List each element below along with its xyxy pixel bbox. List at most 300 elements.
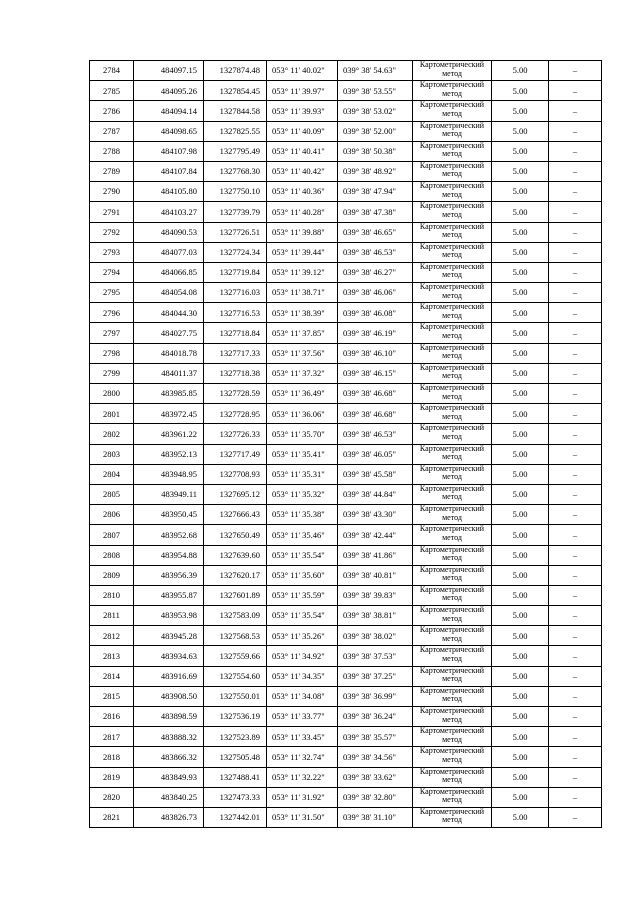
note-cell: –: [549, 747, 602, 767]
note-cell: –: [549, 606, 602, 626]
longitude-cell: 039° 38' 44.84": [338, 484, 413, 504]
point-number-cell: 2802: [90, 424, 134, 444]
longitude-cell: 039° 38' 45.58": [338, 464, 413, 484]
accuracy-cell: 5.00: [492, 807, 549, 827]
accuracy-cell: 5.00: [492, 424, 549, 444]
table-row: [90, 303, 602, 323]
method-line-2: метод: [442, 149, 462, 159]
method-cell: [413, 626, 492, 646]
point-number-cell: 2799: [90, 363, 134, 383]
latitude-cell: 053° 11' 39.97": [267, 81, 338, 101]
table-row: [90, 787, 602, 807]
table-row: [90, 182, 602, 202]
method-line-2: метод: [442, 532, 462, 542]
point-number-cell: 2785: [90, 81, 134, 101]
accuracy-cell: 5.00: [492, 727, 549, 747]
method-line-1: Картометрический: [419, 625, 485, 635]
table-row: [90, 505, 602, 525]
method-line-2: метод: [442, 310, 462, 320]
y-coordinate-cell: 1327719.84: [204, 262, 267, 282]
method-cell: [413, 565, 492, 585]
y-coordinate-cell: 1327536.19: [204, 707, 267, 727]
table-row: [90, 202, 602, 222]
method-cell: [413, 384, 492, 404]
table-row: [90, 161, 602, 181]
table-row: [90, 384, 602, 404]
y-coordinate-cell: 1327583.09: [204, 606, 267, 626]
method-line-1: Картометрический: [419, 423, 485, 433]
point-number-cell: 2818: [90, 747, 134, 767]
longitude-cell: 039° 38' 54.63": [338, 61, 413, 81]
method-line-2: метод: [442, 734, 462, 744]
accuracy-cell: 5.00: [492, 121, 549, 141]
y-coordinate-cell: 1327639.60: [204, 545, 267, 565]
method-line-2: метод: [442, 351, 462, 361]
longitude-cell: 039° 38' 47.94": [338, 182, 413, 202]
x-coordinate-cell: 484097.15: [134, 61, 204, 81]
x-coordinate-cell: 484066.85: [134, 262, 204, 282]
longitude-cell: 039° 38' 33.62": [338, 767, 413, 787]
method-line-2: метод: [442, 694, 462, 704]
accuracy-cell: 5.00: [492, 707, 549, 727]
y-coordinate-cell: 1327708.93: [204, 464, 267, 484]
longitude-cell: 039° 38' 41.86": [338, 545, 413, 565]
method-line-1: Картометрический: [419, 181, 485, 191]
latitude-cell: 053° 11' 38.39": [267, 303, 338, 323]
table-row: [90, 404, 602, 424]
y-coordinate-cell: 1327739.79: [204, 202, 267, 222]
longitude-cell: 039° 38' 46.05": [338, 444, 413, 464]
point-number-cell: 2814: [90, 666, 134, 686]
x-coordinate-cell: 484107.98: [134, 141, 204, 161]
table-row: [90, 727, 602, 747]
accuracy-cell: 5.00: [492, 202, 549, 222]
x-coordinate-cell: 483840.25: [134, 787, 204, 807]
latitude-cell: 053° 11' 33.45": [267, 727, 338, 747]
note-cell: –: [549, 727, 602, 747]
y-coordinate-cell: 1327505.48: [204, 747, 267, 767]
method-cell: [413, 424, 492, 444]
point-number-cell: 2793: [90, 242, 134, 262]
table-row: [90, 545, 602, 565]
x-coordinate-cell: 483934.63: [134, 646, 204, 666]
latitude-cell: 053° 11' 35.38": [267, 505, 338, 525]
method-line-2: метод: [442, 795, 462, 805]
x-coordinate-cell: 484090.53: [134, 222, 204, 242]
latitude-cell: 053° 11' 32.74": [267, 747, 338, 767]
method-cell: [413, 242, 492, 262]
note-cell: –: [549, 262, 602, 282]
method-line-2: метод: [442, 714, 462, 724]
point-number-cell: 2787: [90, 121, 134, 141]
y-coordinate-cell: 1327844.58: [204, 101, 267, 121]
latitude-cell: 053° 11' 37.85": [267, 323, 338, 343]
point-number-cell: 2798: [90, 343, 134, 363]
method-line-1: Картометрический: [419, 60, 485, 69]
method-cell: [413, 767, 492, 787]
method-line-1: Картометрический: [419, 545, 485, 554]
method-line-2: метод: [442, 330, 462, 340]
table-row: [90, 464, 602, 484]
method-line-2: метод: [442, 88, 462, 98]
accuracy-cell: 5.00: [492, 505, 549, 525]
y-coordinate-cell: 1327559.66: [204, 646, 267, 666]
note-cell: –: [549, 807, 602, 827]
latitude-cell: 053° 11' 37.32": [267, 363, 338, 383]
longitude-cell: 039° 38' 50.38": [338, 141, 413, 161]
accuracy-cell: 5.00: [492, 565, 549, 585]
latitude-cell: 053° 11' 34.35": [267, 666, 338, 686]
table-row: [90, 747, 602, 767]
longitude-cell: 039° 38' 48.92": [338, 161, 413, 181]
point-number-cell: 2784: [90, 61, 134, 81]
table-row: [90, 81, 602, 101]
method-cell: [413, 161, 492, 181]
method-line-2: метод: [442, 472, 462, 482]
longitude-cell: 039° 38' 34.56": [338, 747, 413, 767]
accuracy-cell: 5.00: [492, 484, 549, 504]
table-row: [90, 525, 602, 545]
x-coordinate-cell: 484044.30: [134, 303, 204, 323]
method-line-2: метод: [442, 189, 462, 199]
method-cell: [413, 464, 492, 484]
method-cell: [413, 61, 492, 81]
x-coordinate-cell: 484105.80: [134, 182, 204, 202]
y-coordinate-cell: 1327728.59: [204, 384, 267, 404]
table-row: [90, 242, 602, 262]
table-row: [90, 585, 602, 605]
accuracy-cell: 5.00: [492, 141, 549, 161]
method-line-1: Картометрический: [419, 686, 485, 695]
accuracy-cell: 5.00: [492, 747, 549, 767]
note-cell: –: [549, 242, 602, 262]
x-coordinate-cell: 483953.98: [134, 606, 204, 626]
table-row: [90, 343, 602, 363]
method-cell: [413, 545, 492, 565]
point-number-cell: 2811: [90, 606, 134, 626]
method-line-1: Картометрический: [419, 706, 485, 715]
latitude-cell: 053° 11' 34.08": [267, 686, 338, 706]
note-cell: –: [549, 343, 602, 363]
y-coordinate-cell: 1327717.49: [204, 444, 267, 464]
method-line-2: метод: [442, 815, 462, 825]
y-coordinate-cell: 1327601.89: [204, 585, 267, 605]
method-line-1: Картометрический: [419, 343, 485, 352]
method-line-2: метод: [442, 573, 462, 583]
method-cell: [413, 101, 492, 121]
point-number-cell: 2816: [90, 707, 134, 727]
method-cell: [413, 323, 492, 343]
x-coordinate-cell: 483888.32: [134, 727, 204, 747]
longitude-cell: 039° 38' 46.68": [338, 384, 413, 404]
longitude-cell: 039° 38' 46.65": [338, 222, 413, 242]
latitude-cell: 053° 11' 39.44": [267, 242, 338, 262]
table-row: [90, 61, 602, 81]
table-row: [90, 484, 602, 504]
method-cell: [413, 222, 492, 242]
note-cell: –: [549, 182, 602, 202]
longitude-cell: 039° 38' 53.55": [338, 81, 413, 101]
method-cell: [413, 404, 492, 424]
method-line-1: Картометрический: [419, 302, 485, 312]
method-cell: [413, 444, 492, 464]
note-cell: –: [549, 545, 602, 565]
longitude-cell: 039° 38' 47.38": [338, 202, 413, 222]
latitude-cell: 053° 11' 37.56": [267, 343, 338, 363]
latitude-cell: 053° 11' 40.02": [267, 61, 338, 81]
accuracy-cell: 5.00: [492, 787, 549, 807]
latitude-cell: 053° 11' 40.28": [267, 202, 338, 222]
method-line-2: метод: [442, 674, 462, 684]
method-cell: [413, 585, 492, 605]
accuracy-cell: 5.00: [492, 404, 549, 424]
longitude-cell: 039° 38' 37.25": [338, 666, 413, 686]
x-coordinate-cell: 484027.75: [134, 323, 204, 343]
method-line-2: метод: [442, 68, 462, 78]
point-number-cell: 2788: [90, 141, 134, 161]
method-line-1: Картометрический: [419, 524, 485, 534]
method-line-2: метод: [442, 129, 462, 139]
method-cell: [413, 686, 492, 706]
y-coordinate-cell: 1327650.49: [204, 525, 267, 545]
accuracy-cell: 5.00: [492, 343, 549, 363]
accuracy-cell: 5.00: [492, 283, 549, 303]
table-row: [90, 262, 602, 282]
method-cell: [413, 666, 492, 686]
y-coordinate-cell: 1327554.60: [204, 666, 267, 686]
method-cell: [413, 81, 492, 101]
x-coordinate-cell: 483950.45: [134, 505, 204, 525]
x-coordinate-cell: 484094.14: [134, 101, 204, 121]
point-number-cell: 2809: [90, 565, 134, 585]
latitude-cell: 053° 11' 31.50": [267, 807, 338, 827]
y-coordinate-cell: 1327768.30: [204, 161, 267, 181]
method-line-1: Картометрический: [419, 121, 485, 130]
note-cell: –: [549, 666, 602, 686]
method-cell: [413, 807, 492, 827]
x-coordinate-cell: 483952.13: [134, 444, 204, 464]
y-coordinate-cell: 1327716.53: [204, 303, 267, 323]
note-cell: –: [549, 444, 602, 464]
note-cell: –: [549, 585, 602, 605]
method-line-2: метод: [442, 169, 462, 179]
x-coordinate-cell: 483985.85: [134, 384, 204, 404]
method-line-1: Картометрический: [419, 666, 485, 675]
accuracy-cell: 5.00: [492, 545, 549, 565]
y-coordinate-cell: 1327717.33: [204, 343, 267, 363]
method-line-1: Картометрический: [419, 565, 485, 574]
note-cell: –: [549, 404, 602, 424]
table-row: [90, 565, 602, 585]
method-line-2: метод: [442, 653, 462, 663]
latitude-cell: 053° 11' 34.92": [267, 646, 338, 666]
point-number-cell: 2810: [90, 585, 134, 605]
accuracy-cell: 5.00: [492, 161, 549, 181]
method-line-1: Картометрический: [419, 444, 485, 453]
method-line-2: метод: [442, 775, 462, 785]
accuracy-cell: 5.00: [492, 666, 549, 686]
latitude-cell: 053° 11' 33.77": [267, 707, 338, 727]
accuracy-cell: 5.00: [492, 303, 549, 323]
x-coordinate-cell: 483849.93: [134, 767, 204, 787]
point-number-cell: 2815: [90, 686, 134, 706]
method-line-2: метод: [442, 633, 462, 643]
x-coordinate-cell: 483952.68: [134, 525, 204, 545]
method-line-2: метод: [442, 613, 462, 623]
y-coordinate-cell: 1327695.12: [204, 484, 267, 504]
method-cell: [413, 484, 492, 504]
method-cell: [413, 525, 492, 545]
method-line-1: Картометрический: [419, 222, 485, 231]
note-cell: –: [549, 565, 602, 585]
point-number-cell: 2801: [90, 404, 134, 424]
method-cell: [413, 283, 492, 303]
latitude-cell: 053° 11' 35.60": [267, 565, 338, 585]
method-cell: [413, 343, 492, 363]
accuracy-cell: 5.00: [492, 323, 549, 343]
longitude-cell: 039° 38' 52.00": [338, 121, 413, 141]
table-row: [90, 424, 602, 444]
point-number-cell: 2812: [90, 626, 134, 646]
latitude-cell: 053° 11' 40.09": [267, 121, 338, 141]
point-number-cell: 2791: [90, 202, 134, 222]
y-coordinate-cell: 1327666.43: [204, 505, 267, 525]
y-coordinate-cell: 1327716.03: [204, 283, 267, 303]
y-coordinate-cell: 1327488.41: [204, 767, 267, 787]
y-coordinate-cell: 1327523.89: [204, 727, 267, 747]
longitude-cell: 039° 38' 43.30": [338, 505, 413, 525]
longitude-cell: 039° 38' 46.53": [338, 424, 413, 444]
note-cell: –: [549, 384, 602, 404]
point-number-cell: 2817: [90, 727, 134, 747]
point-number-cell: 2792: [90, 222, 134, 242]
method-line-1: Картометрический: [419, 645, 485, 655]
method-line-2: метод: [442, 452, 462, 462]
x-coordinate-cell: 484103.27: [134, 202, 204, 222]
longitude-cell: 039° 38' 40.81": [338, 565, 413, 585]
y-coordinate-cell: 1327728.95: [204, 404, 267, 424]
x-coordinate-cell: 483866.32: [134, 747, 204, 767]
method-line-2: метод: [442, 593, 462, 603]
latitude-cell: 053° 11' 35.46": [267, 525, 338, 545]
accuracy-cell: 5.00: [492, 222, 549, 242]
method-line-1: Картометрический: [419, 100, 485, 110]
accuracy-cell: 5.00: [492, 626, 549, 646]
latitude-cell: 053° 11' 35.54": [267, 545, 338, 565]
y-coordinate-cell: 1327854.45: [204, 81, 267, 101]
method-cell: [413, 303, 492, 323]
table-row: [90, 101, 602, 121]
method-line-2: метод: [442, 290, 462, 300]
y-coordinate-cell: 1327726.51: [204, 222, 267, 242]
note-cell: –: [549, 707, 602, 727]
accuracy-cell: 5.00: [492, 81, 549, 101]
note-cell: –: [549, 787, 602, 807]
longitude-cell: 039° 38' 36.24": [338, 707, 413, 727]
method-cell: [413, 202, 492, 222]
longitude-cell: 039° 38' 36.99": [338, 686, 413, 706]
method-cell: [413, 747, 492, 767]
table-row: [90, 686, 602, 706]
note-cell: –: [549, 686, 602, 706]
method-line-1: Картометрический: [419, 141, 485, 150]
latitude-cell: 053° 11' 32.22": [267, 767, 338, 787]
method-line-1: Картометрический: [419, 363, 485, 372]
accuracy-cell: 5.00: [492, 242, 549, 262]
table-row: [90, 626, 602, 646]
point-number-cell: 2807: [90, 525, 134, 545]
table-row: [90, 363, 602, 383]
x-coordinate-cell: 483961.22: [134, 424, 204, 444]
latitude-cell: 053° 11' 31.92": [267, 787, 338, 807]
latitude-cell: 053° 11' 39.12": [267, 262, 338, 282]
method-line-1: Картометрический: [419, 504, 485, 514]
method-cell: [413, 787, 492, 807]
accuracy-cell: 5.00: [492, 464, 549, 484]
latitude-cell: 053° 11' 35.32": [267, 484, 338, 504]
y-coordinate-cell: 1327620.17: [204, 565, 267, 585]
method-line-1: Картометрический: [419, 242, 485, 251]
y-coordinate-cell: 1327568.53: [204, 626, 267, 646]
point-number-cell: 2800: [90, 384, 134, 404]
note-cell: –: [549, 363, 602, 383]
method-cell: [413, 505, 492, 525]
accuracy-cell: 5.00: [492, 606, 549, 626]
method-line-2: метод: [442, 754, 462, 764]
note-cell: –: [549, 121, 602, 141]
method-line-1: Картометрический: [419, 746, 485, 756]
accuracy-cell: 5.00: [492, 262, 549, 282]
method-line-2: метод: [442, 108, 462, 118]
method-line-2: метод: [442, 411, 462, 421]
table-row: [90, 807, 602, 827]
method-cell: [413, 121, 492, 141]
point-number-cell: 2804: [90, 464, 134, 484]
table-row: [90, 222, 602, 242]
y-coordinate-cell: 1327473.33: [204, 787, 267, 807]
y-coordinate-cell: 1327795.49: [204, 141, 267, 161]
latitude-cell: 053° 11' 35.54": [267, 606, 338, 626]
note-cell: –: [549, 626, 602, 646]
x-coordinate-cell: 483956.39: [134, 565, 204, 585]
note-cell: –: [549, 161, 602, 181]
x-coordinate-cell: 484011.37: [134, 363, 204, 383]
point-number-cell: 2789: [90, 161, 134, 181]
method-line-1: Картометрический: [419, 726, 485, 736]
accuracy-cell: 5.00: [492, 444, 549, 464]
method-line-2: метод: [442, 209, 462, 219]
point-number-cell: 2786: [90, 101, 134, 121]
method-line-1: Картометрический: [419, 484, 485, 493]
accuracy-cell: 5.00: [492, 525, 549, 545]
point-number-cell: 2790: [90, 182, 134, 202]
latitude-cell: 053° 11' 35.59": [267, 585, 338, 605]
method-cell: [413, 727, 492, 747]
latitude-cell: 053° 11' 35.26": [267, 626, 338, 646]
x-coordinate-cell: 484098.65: [134, 121, 204, 141]
point-number-cell: 2797: [90, 323, 134, 343]
method-line-2: метод: [442, 391, 462, 401]
x-coordinate-cell: 483898.59: [134, 707, 204, 727]
point-number-cell: 2803: [90, 444, 134, 464]
method-line-1: Картометрический: [419, 201, 485, 211]
longitude-cell: 039° 38' 38.81": [338, 606, 413, 626]
note-cell: –: [549, 81, 602, 101]
longitude-cell: 039° 38' 46.06": [338, 283, 413, 303]
y-coordinate-cell: 1327442.01: [204, 807, 267, 827]
point-number-cell: 2821: [90, 807, 134, 827]
latitude-cell: 053° 11' 38.71": [267, 283, 338, 303]
